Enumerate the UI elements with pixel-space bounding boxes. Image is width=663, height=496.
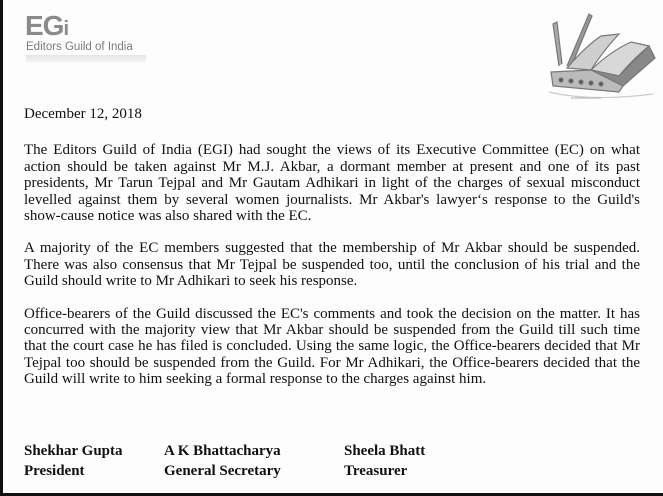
signatures-block [24, 441, 640, 485]
egi-logo [25, 12, 165, 74]
signatory-name: A K Bhattacharya [164, 443, 281, 459]
quill-1 [553, 22, 562, 66]
paragraph-office-bearers-decision: Office-bearers of the Guild discussed the EC's comments and took the decision on the matter. It has concurred with the majority view that Mr Akbar should be suspended from the Guild till such time that the court case he has filed is concluded. Using the same logic, the Office-bearers decided that Mr Tejpal too should be suspended from the Guild. For Mr Adhikari, the Office-bearers decided that the Guild will write to him seeking a formal response to the charges against him. [24, 305, 640, 388]
signatory-general-secretary [164, 441, 281, 481]
signatory-title: President [24, 463, 85, 479]
letter-date: December 12, 2018 [24, 106, 142, 122]
signatory-name: Shekhar Gupta [24, 443, 123, 459]
book-stud [569, 79, 573, 83]
ground-shading [549, 92, 653, 98]
logo-mark-letters: EG [25, 10, 64, 41]
letter-page [3, 0, 663, 493]
signatory-title: Treasurer [344, 463, 408, 479]
book-stud [589, 81, 593, 85]
book-stud [599, 82, 603, 86]
signatory-treasurer [344, 441, 425, 481]
book-and-quill-icon [531, 6, 661, 106]
book-stud [579, 80, 583, 84]
letter-body [24, 106, 640, 404]
book-stud [559, 78, 563, 82]
paragraph-ec-majority: A majority of the EC members suggested that the membership of Mr Akbar should be suspended. There was also consensus that Mr Tejpal be suspended too, until the conclusion of his trial and the Guild should write to Mr Adhikari to seek his response. [24, 240, 640, 290]
signatory-president [24, 441, 123, 481]
logo-mark-i: i [63, 18, 69, 40]
paragraph-ec-views: The Editors Guild of India (EGI) had sought the views of its Executive Committee (EC) on what action should be taken against Mr M.J. Akbar, a dormant member at present and one of its past presidents, Mr Tarun Tejpal and Mr Gautam Adhikari in light of the charges of sexual misconduct levelled against them by several women journalists. Mr Akbar's lawyer‘s response to the Guild's show-cause notice was also shared with the EC. [24, 142, 640, 225]
signatory-name: Sheela Bhatt [344, 443, 426, 459]
logo-name: Editors Guild of India [26, 41, 133, 53]
signatory-title: General Secretary [164, 463, 281, 479]
logo-mark [25, 12, 68, 43]
logo-name-reflection [26, 55, 146, 63]
